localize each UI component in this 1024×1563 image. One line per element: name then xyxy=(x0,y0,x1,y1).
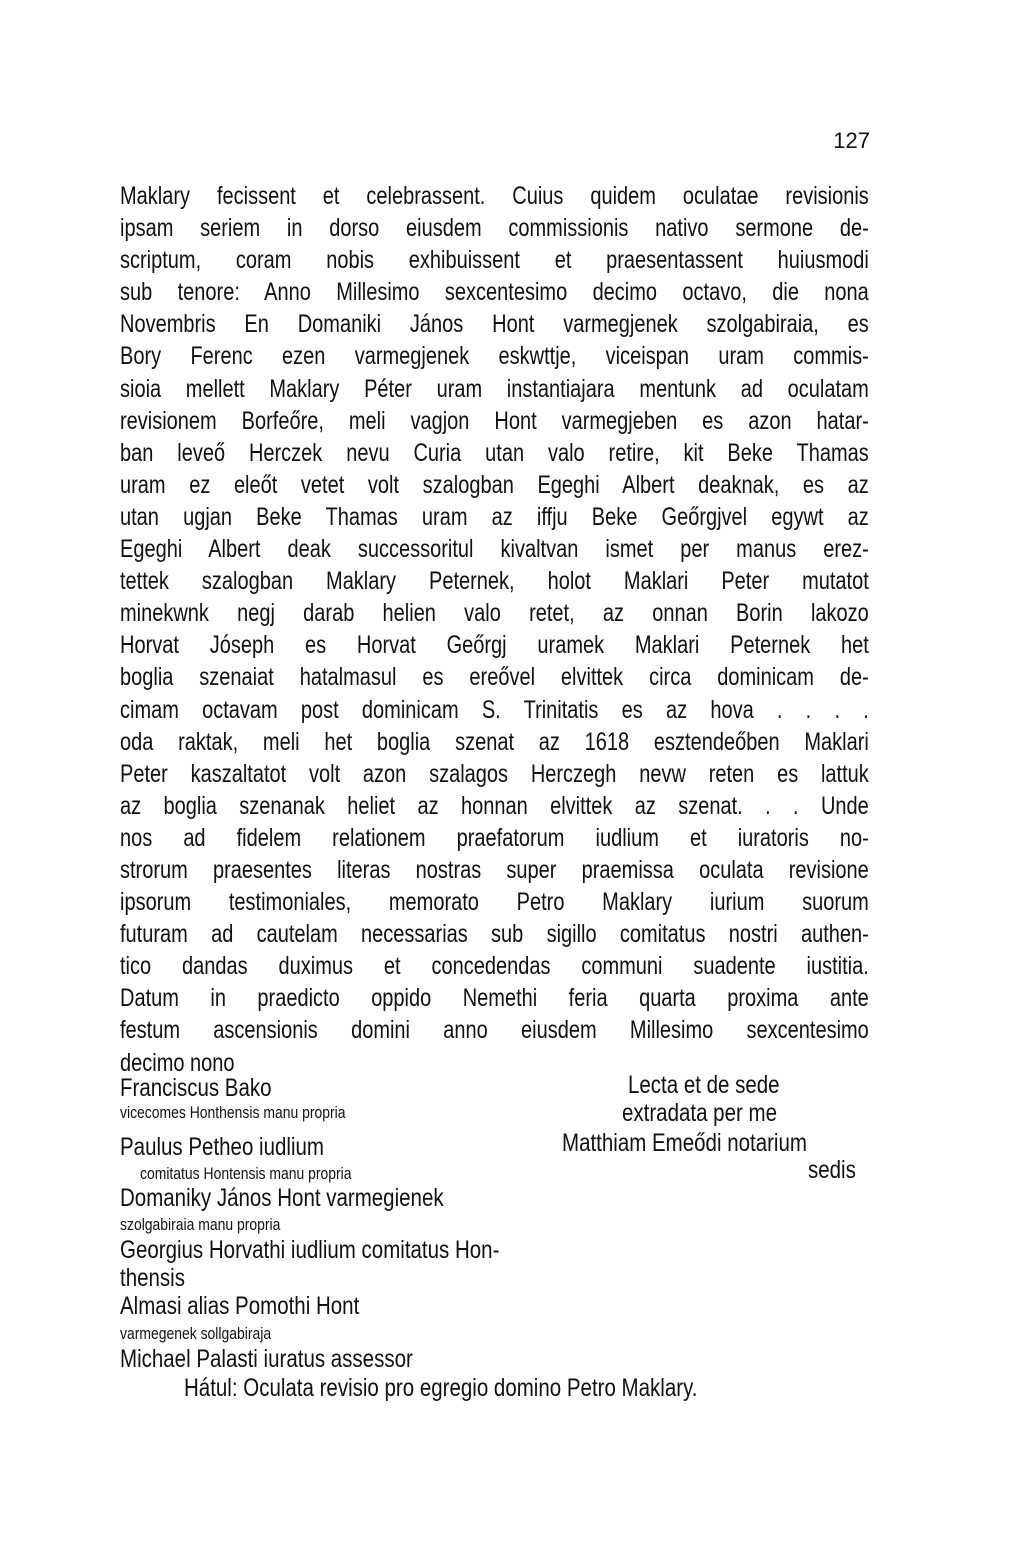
body-line: oda raktak, meli het boglia szenat az 1618 esztendeőben Maklari xyxy=(120,727,869,756)
signature-petheo-title: comitatus Hontensis manu propria xyxy=(140,1164,352,1183)
sedis-label: sedis xyxy=(808,1156,856,1184)
signature-almasi-name: Almasi alias Pomothi Hont xyxy=(120,1292,360,1320)
body-line: scriptum, coram nobis exhibuissent et praesentassent huiusmodi xyxy=(120,246,869,275)
signature-emeodi: Matthiam Emeődi notarium xyxy=(562,1129,807,1157)
body-line: festum ascensionis domini anno eiusdem Millesimo sexcentesimo xyxy=(120,1016,869,1045)
signature-domaniky-title: szolgabiraia manu propria xyxy=(120,1215,281,1234)
body-line: utan ugjan Beke Thamas uram az iffju Beke Geőrgjvel egywt az xyxy=(120,502,869,531)
body-line: ipsorum testimoniales, memorato Petro Maklary iurium suorum xyxy=(120,888,869,917)
signature-horvathi-line-1: Georgius Horvathi iudlium comitatus Hon- xyxy=(120,1236,500,1264)
body-line: nos ad fidelem relationem praefatorum iudlium et iuratoris no- xyxy=(120,823,869,852)
body-line: cimam octavam post dominicam S. Trinitatis es az hova . . . . xyxy=(120,695,869,724)
signature-domaniky-name: Domaniky János Hont varmegienek xyxy=(120,1184,444,1212)
body-line: Horvat Jóseph es Horvat Geőrgj uramek Maklari Peternek het xyxy=(120,631,869,660)
body-line: futuram ad cautelam necessarias sub sigillo comitatus nostri authen- xyxy=(120,920,869,949)
body-line: Bory Ferenc ezen varmegjenek eskwttje, viceispan uram commis- xyxy=(120,342,869,371)
body-line: sub tenore: Anno Millesimo sexcentesimo decimo octavo, die nona xyxy=(120,278,869,307)
body-line: tico dandas duximus et concedendas communi suadente iustitia. xyxy=(120,952,869,981)
endorsement-hatul: Hátul: Oculata revisio pro egregio domino Petro Maklary. xyxy=(184,1374,698,1402)
body-line: uram ez eleőt vetet volt szalogban Egeghi Albert deaknak, es az xyxy=(120,470,869,499)
body-line: sioia mellett Maklary Péter uram instantiajara mentunk ad oculatam xyxy=(120,374,869,403)
signature-almasi-title: varmegenek sollgabiraja xyxy=(120,1324,272,1343)
body-line: revisionem Borfeőre, meli vagjon Hont varmegjeben es azon hatar- xyxy=(120,406,869,435)
page-number: 127 xyxy=(833,128,870,153)
body-line: Egeghi Albert deak successoritul kivaltvan ismet per manus erez- xyxy=(120,535,869,564)
body-line: boglia szenaiat hatalmasul es ereővel elvittek circa dominicam de- xyxy=(120,663,869,692)
lecta-line-1: Lecta et de sede xyxy=(628,1071,780,1099)
signature-bako-name: Franciscus Bako xyxy=(120,1074,272,1102)
signature-horvathi-line-2: thensis xyxy=(120,1264,185,1292)
body-line: Maklary fecissent et celebrassent. Cuius quidem oculatae revisionis xyxy=(120,182,869,210)
signature-petheo-name: Paulus Petheo iudlium xyxy=(120,1133,325,1161)
body-line: strorum praesentes literas nostras super praemissa oculata revisione xyxy=(120,855,869,884)
body-line: minekwnk negj darab helien valo retet, az onnan Borin lakozo xyxy=(120,599,869,628)
body-line: decimo nono xyxy=(120,1048,235,1077)
body-line: Novembris En Domaniki János Hont varmegjenek szolgabiraia, es xyxy=(120,310,869,339)
body-line: ban leveő Herczek nevu Curia utan valo retire, kit Beke Thamas xyxy=(120,438,869,467)
signature-palasti: Michael Palasti iuratus assessor xyxy=(120,1345,413,1373)
body-line: Datum in praedicto oppido Nemethi feria quarta proxima ante xyxy=(120,984,869,1013)
body-line: az boglia szenanak heliet az honnan elvittek az szenat. . . Unde xyxy=(120,791,869,820)
body-paragraph xyxy=(120,180,869,1079)
body-line: tettek szalogban Maklary Peternek, holot Maklari Peter mutatot xyxy=(120,567,869,596)
body-line: ipsam seriem in dorso eiusdem commissionis nativo sermone de- xyxy=(120,214,869,243)
lecta-line-2: extradata per me xyxy=(622,1099,777,1127)
body-line: Peter kaszaltatot volt azon szalagos Herczegh nevw reten es lattuk xyxy=(120,759,869,788)
signature-bako-title: vicecomes Honthensis manu propria xyxy=(120,1103,346,1122)
